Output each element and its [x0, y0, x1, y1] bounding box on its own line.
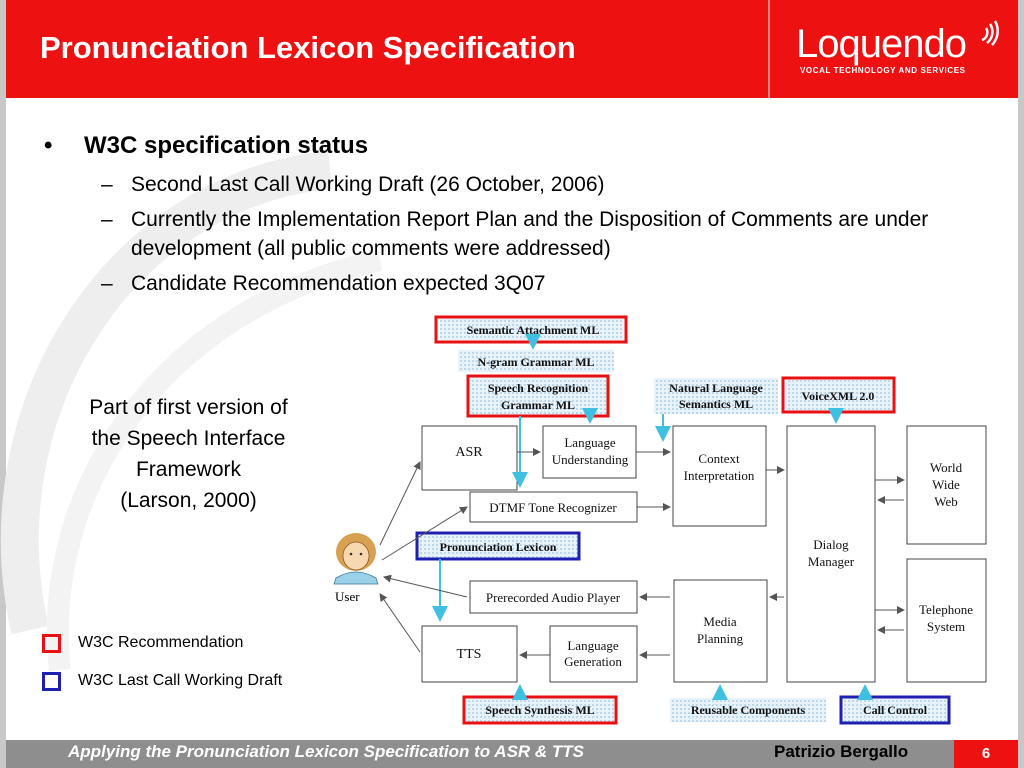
telephone-label: System [926, 619, 966, 634]
logo-word: Loquendo [796, 22, 966, 66]
callcontrol-label: Call Control [862, 703, 928, 717]
user-icon [334, 533, 378, 584]
dtmf-label: DTMF Tone Recognizer [489, 500, 617, 515]
page-number-box [954, 740, 1018, 768]
caption-line: the Speech Interface [91, 427, 286, 450]
www-label: World [929, 460, 963, 475]
prerecorded-label: Prerecorded Audio Player [485, 590, 621, 605]
caption-line: Part of first version of [89, 396, 288, 419]
pls-label: Pronunciation Lexicon [439, 540, 557, 554]
www-label: Web [934, 494, 958, 509]
nlsml-label: Semantics ML [678, 397, 754, 411]
lang-und-label: Language [564, 435, 616, 450]
dash: – [101, 173, 113, 196]
lang-gen-label: Language [567, 638, 619, 653]
dialog-label: Manager [807, 554, 855, 569]
legend-label: W3C Last Call Working Draft [78, 672, 283, 689]
media-label: Media [703, 614, 737, 629]
caption-line: Framework [135, 458, 241, 481]
user-label: User [335, 589, 360, 604]
sub-bullet-text: Candidate Recommendation expected 3Q07 [131, 272, 546, 295]
ssml-label: Speech Synthesis ML [485, 703, 595, 717]
reusable-label: Reusable Components [690, 703, 806, 717]
logo-tagline: VOCAL TECHNOLOGY AND SERVICES [800, 66, 966, 75]
slide-title: Pronunciation Lexicon Specification [40, 30, 576, 65]
srgs-label: Speech Recognition [487, 381, 589, 395]
tts-label: TTS [456, 647, 482, 662]
srgs-label: Grammar ML [500, 398, 576, 412]
www-label: Wide [932, 477, 960, 492]
ngram-label: N-gram Grammar ML [477, 355, 595, 369]
dash: – [101, 272, 113, 295]
context-label: Context [698, 451, 740, 466]
page-number: 6 [981, 745, 991, 762]
bullet-main-text: W3C specification status [84, 132, 369, 159]
footer-author: Patrizio Bergallo [774, 742, 909, 761]
sub-bullet-text: Second Last Call Working Draft (26 October, 2006) [131, 173, 605, 196]
nlsml-label: Natural Language [669, 381, 763, 395]
semantic-ml-label: Semantic Attachment ML [466, 323, 600, 337]
asr-label: ASR [455, 445, 483, 460]
bullet-dot: • [44, 132, 53, 159]
context-label: Interpretation [683, 468, 755, 483]
telephone-label: Telephone [919, 602, 973, 617]
slide-footer [6, 740, 1018, 768]
sub-bullet-text: Currently the Implementation Report Plan and the Disposition of Comments are under development (all public comments were addressed) [131, 208, 929, 260]
dialog-label: Dialog [813, 537, 849, 552]
caption-line: (Larson, 2000) [120, 489, 257, 512]
media-label: Planning [696, 631, 744, 646]
lang-und-label: Understanding [551, 452, 629, 467]
dash: – [101, 208, 113, 231]
lang-gen-label: Generation [564, 654, 622, 669]
voicexml-label: VoiceXML 2.0 [801, 389, 875, 403]
legend-label: W3C Recommendation [78, 634, 244, 651]
footer-title: Applying the Pronunciation Lexicon Specification to ASR & TTS [68, 742, 585, 761]
